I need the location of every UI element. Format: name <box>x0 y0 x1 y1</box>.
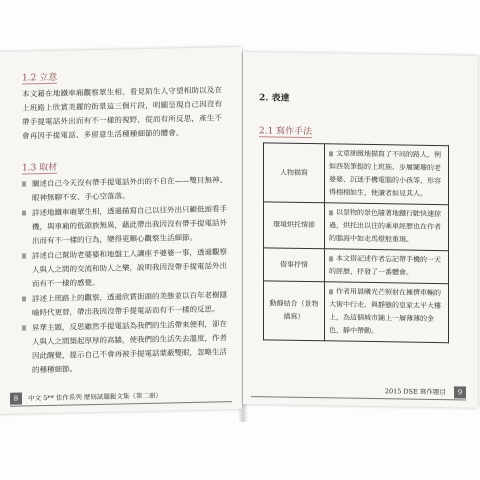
table-row <box>264 248 449 284</box>
bullet-icon <box>22 325 26 330</box>
table-row-label: 借事抒情 <box>264 248 325 282</box>
footer-text: 2015 DSE 寫作題目 <box>384 387 446 397</box>
list-item-text: 昇華主題，反思雖然手提電話為我們的生活帶來便利，卻在人與人之間築起厚厚的高牆，使我們的生活失去溫度，作者因此醒覺，提示自己不會再被手提電話蒙蔽雙眼，忽略生活的種種細節。 <box>32 319 227 375</box>
bullet-icon <box>22 253 26 258</box>
bullet-icon <box>22 210 26 215</box>
section-2-title: 2. 表達 <box>259 93 290 104</box>
section-1-3-title: 1.3 取材 <box>22 160 57 175</box>
table-row-content <box>325 282 449 343</box>
list-item <box>22 173 227 205</box>
list-item-text: 闡述自己今天沒有帶手提電話外出的不自在——雙目無神、眼神無聊不安、手心空落落。 <box>32 175 227 203</box>
section-1-2-title: 1.2 立意 <box>22 70 57 85</box>
table-row-content-text: 以景物的景色隨著地鐵行駛快速掠過，烘托出以往的乘車經歷也在作者的腦海中如走馬燈般重現。 <box>329 208 441 244</box>
bullet-icon <box>329 289 333 294</box>
footer-text: 中文 5** 佳作系列 歷屆試題範文集（第二冊） <box>28 391 162 403</box>
right-page <box>243 52 478 408</box>
bullet-icon <box>329 256 333 261</box>
section-2-1 <box>259 118 312 141</box>
page-number: 9 <box>454 386 466 398</box>
section-1-3 <box>22 151 227 378</box>
table-row-label: 環境烘托情節 <box>264 202 325 249</box>
bullet-icon <box>329 210 333 215</box>
left-footer <box>10 387 232 407</box>
list-item-text: 詳述地鐵車廂眾生相，透過描寫自己以往外出只顧低頭看手機，與車廂的低頭族無異，藉此帶出我因沒有帶手提電話外出而有不一樣的行為，變得更願心觀察生活細節。 <box>32 204 227 246</box>
table-row <box>264 202 449 251</box>
list-item <box>22 245 227 291</box>
table-row-content <box>325 144 449 205</box>
list-item-text: 詳述自己幫助老婆婆和地盤工人讓座予婆婆一事，透過觀察人與人之間的交流和助人之樂，說明我因沒帶手提電話外出而有不一樣的感覺。 <box>32 247 227 289</box>
table-row <box>264 143 449 205</box>
list-item <box>22 317 227 377</box>
table-row-content-text: 本文借記述作者忘記帶手機的一天的經歷，抒發了一番體會。 <box>329 254 441 277</box>
list-item <box>22 288 227 320</box>
section-1-2-paragraph: 本文藉在地鐵車廂觀察眾生相、看見陌生人守望相助以及在上班路上欣賞美麗的街景這三個片段，明顯呈現自己因沒有帶手提電話外出而有不一樣的視野，從而有所反思，產生不會再因手提電話、多留意生活種種細節的體會。 <box>22 85 223 141</box>
list-item-text: 詳述上班路上的觀察，透過欣賞街頭的美態並以百年老樹隱喻時代更替，帶出我因沒帶手提電話而有不一樣的反思。 <box>32 290 227 318</box>
table-row-content-text: 作者用晨曦光芒照射在擁擠車輛的大街中行走，與靜態的皇家太平大樓上，為這個城市鋪上一層薄薄的金色，靜中帶動。 <box>329 287 441 336</box>
section-1-2 <box>22 61 227 143</box>
writing-techniques-table <box>263 142 449 343</box>
right-footer <box>251 382 466 400</box>
section-1-3-bullets <box>22 173 227 377</box>
table-row-content <box>325 203 449 251</box>
bullet-icon <box>329 151 333 156</box>
list-item <box>22 202 227 248</box>
table-row-label: 動靜結合（景物描寫） <box>264 281 325 341</box>
bullet-icon <box>22 181 26 186</box>
section-2-1-title: 2.1 寫作手法 <box>259 123 312 138</box>
left-page <box>0 47 242 414</box>
table-row <box>264 281 449 343</box>
bullet-icon <box>22 296 26 301</box>
page-number: 8 <box>10 393 22 405</box>
table-row-label: 人物描寫 <box>264 143 325 203</box>
table-row-content-text: 文章細緻地描寫了不同的路人，例如西裝筆挺的上班族、步履闌珊的老婆婆、沉迷手機電腦的小孩等，形容得栩栩如生，使讀者如見其人。 <box>329 149 441 198</box>
table-row-content <box>325 249 449 284</box>
